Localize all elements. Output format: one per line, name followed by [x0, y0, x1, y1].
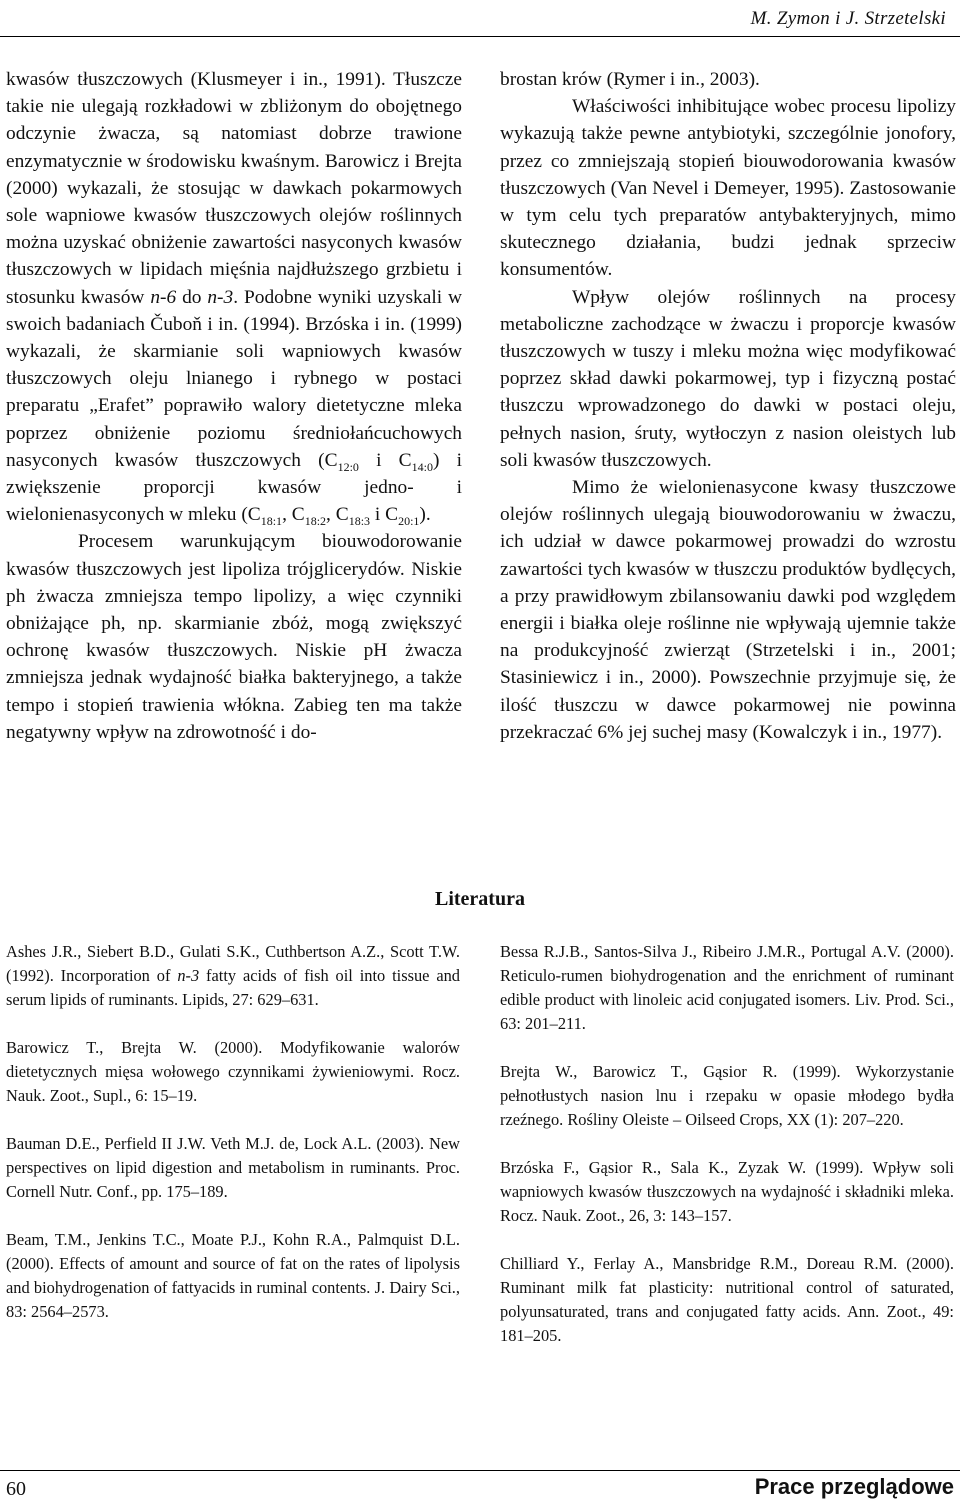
subscript: 18:1 [260, 514, 283, 529]
page-number: 60 [6, 1478, 26, 1500]
right-paragraph-3: Wpływ olejów roślinnych na procesy metaboliczne zachodzące w żwaczu i proporcje kwasów tłuszczowych w tuszy i mleku można więc modyfikować poprzez skład dawki pokarmowej, typ i fizyczną postać tłuszczu wprowadzonego do dawki w postaci oleju, pełnych nasion, śruty, wytłoczyn z nasion oleistych lub soli kwasów tłuszczowych. [500, 286, 956, 471]
text-run: ). [419, 504, 431, 526]
left-column [6, 66, 462, 746]
section-label: Prace przeglądowe [754, 1474, 954, 1499]
reference-entry: Beam, T.M., Jenkins T.C., Moate P.J., Kohn R.A., Palmquist D.L. (2000). Effects of amount and source of fat on the rates of lipolysis and biohydrogenation of fattyacids in ruminal contents. J. Dairy Sci., 83: 2564–2573. [6, 1230, 460, 1321]
text-italic: n-3 [177, 966, 200, 985]
text-run: do [176, 286, 208, 308]
subscript: 20:1 [398, 514, 420, 529]
right-column [500, 66, 956, 746]
subscript: 18:3 [348, 514, 371, 529]
text-run: fatty acids of fish oil into tissue and serum lipids of ruminants. Lipids, 27: 629–631. [6, 966, 460, 1009]
reference-entry: Bessa R.J.B., Santos-Silva J., Ribeiro J.M.R., Portugal A.V. (2000). Reticulo-rumen biohydrogenation and the enrichment of ruminant edible product with linoleic acid conjugated isomers. Liv. Prod. Sci., 63: 201–211. [500, 942, 954, 1033]
text-run: . Podobne wyniki uzyskali w swoich badaniach Čuboň i in. (1994). Brzóska i in. (1999) wykazali, że skarmianie soli wapniowych kwasów tłuszczowych oleju lnianego i rybnego w postaci preparatu „Erafet” poprawiło walory dietetyczne mleka poprzez obniżenie poziomu średniołańcuchowych nasyconych kwasów tłuszczowych (C [6, 286, 463, 471]
subscript: 12:0 [337, 459, 359, 474]
left-paragraph-1 [6, 66, 462, 528]
text-italic: n-3 [207, 286, 234, 308]
header-rule [0, 36, 960, 37]
text-run: kwasów tłuszczowych (Klusmeyer i in., 1991). Tłuszcze takie nie ulegają rozkładowi w zbliżonym do obojętnego odczynie żwacza, są natomiast dobrze trawione enzymatycznie w środowisku kwaśnym. Barowicz i Brejta (2000) wykazali, że stosując w dawkach pokarmowych sole wapniowe kwasów tłuszczowych olejów roślinnych można uzyskać obniżenie zawartości nasyconych kwasów tłuszczowych w lipidach mięśnia najdłuższego grzbietu i stosunku kwasów [6, 69, 462, 308]
text-run: Ashes J.R., Siebert B.D., Gulati S.K., Cuthbertson A.Z., Scott T.W. (1992). Incorporation of [6, 942, 460, 985]
reference-entry: Brejta W., Barowicz T., Gąsior R. (1999). Wykorzystanie pełnotłustych nasion lnu i rzepaku w opasie młodego bydła rzeźnego. Rośliny Oleiste – Oilseed Crops, XX (1): 207–220. [500, 1062, 954, 1129]
left-paragraph-2: Procesem warunkującym biouwodorowanie kwasów tłuszczowych jest lipoliza trójglicerydów. Niskie ph żwacza zmniejsza tempo lipolizy, a więc czynniki obniżające ph, np. skarmianie zbóż, mogą zwiększyć ochronę kwasów tłuszczowych. Niskie pH żwacza zmniejsza jednak wydajność białka bakteryjnego, a także tempo i stopień trawienia włókna. Zabieg ten ma także negatywny wpływ na zdrowotność i do- [6, 531, 462, 743]
subscript: 18:2 [304, 514, 327, 529]
references-right-column [500, 940, 954, 1372]
reference-entry [6, 940, 460, 1012]
right-paragraph-4: Mimo że wielonienasycone kwasy tłuszczowe olejów roślinnych ulegają biouwodorowaniu w żwaczu, ich udział w dawce pokarmowej prowadzi do wzrostu zawartości tych kwasów w tłuszczu produktów bydlęcych, a przy prawidłowym zbilansowaniu dawki pod względem energii i białka oleje roślinne nie wpływają ujemnie także na produkcyjność zwierząt (Strzetelski i in., 2001; Stasiniewicz i in., 2000). Powszechnie przyjmuje się, że ilość tłuszczu w dawce pokarmowej nie powinna przekraczać 6% jej suchej masy (Kowalczyk i in., 1977). [500, 477, 956, 743]
references-title: Literatura [435, 888, 525, 910]
footer-rule [0, 1470, 960, 1471]
reference-entry: Bauman D.E., Perfield II J.W. Veth M.J. de, Lock A.L. (2003). New perspectives on lipid digestion and metabolism in ruminants. Proc. Cornell Nutr. Conf., pp. 175–189. [6, 1134, 460, 1201]
text-run: , C [282, 504, 305, 526]
subscript: 14:0 [411, 459, 433, 474]
reference-entry: Barowicz T., Brejta W. (2000). Modyfikowanie walorów dietetycznych mięsa wołowego czynnikami żywieniowymi. Rocz. Nauk. Zoot., Supl., 6: 15–19. [6, 1038, 460, 1105]
text-run: i C [370, 504, 399, 526]
right-paragraph-1: brostan krów (Rymer i in., 2003). [500, 69, 760, 90]
text-run: , C [326, 504, 349, 526]
text-run: i C [358, 449, 412, 471]
references-left-column [6, 940, 460, 1348]
reference-entry: Chilliard Y., Ferlay A., Mansbridge R.M., Doreau R.M. (2000). Ruminant milk fat plasticity: nutritional control of saturated, polyunsaturated, trans and conjugated fatty acids. Ann. Zoot., 49: 181–205. [500, 1254, 954, 1345]
text-run: ) i zwiększenie proporcji kwasów jedno- i wielonienasyconych w mleku (C [6, 449, 462, 526]
reference-entry: Brzóska F., Gąsior R., Sala K., Zyzak W. (1999). Wpływ soli wapniowych kwasów tłuszczowych na wydajność i składniki mleka. Rocz. Nauk. Zoot., 26, 3: 143–157. [500, 1158, 954, 1225]
text-italic: n-6 [150, 286, 177, 308]
right-paragraph-2: Właściwości inhibitujące wobec procesu lipolizy wykazują także pewne antybiotyki, szczególnie jonofory, przez co zmniejszają stopień biouwodorowania kwasów tłuszczowych (Van Nevel i Demeyer, 1995). Zastosowanie w tym celu tych preparatów antybakteryjnych, mimo skutecznego działania, budzi jednak sprzeciw konsumentów. [500, 96, 956, 281]
running-head: M. Zymon i J. Strzetelski [750, 8, 946, 29]
